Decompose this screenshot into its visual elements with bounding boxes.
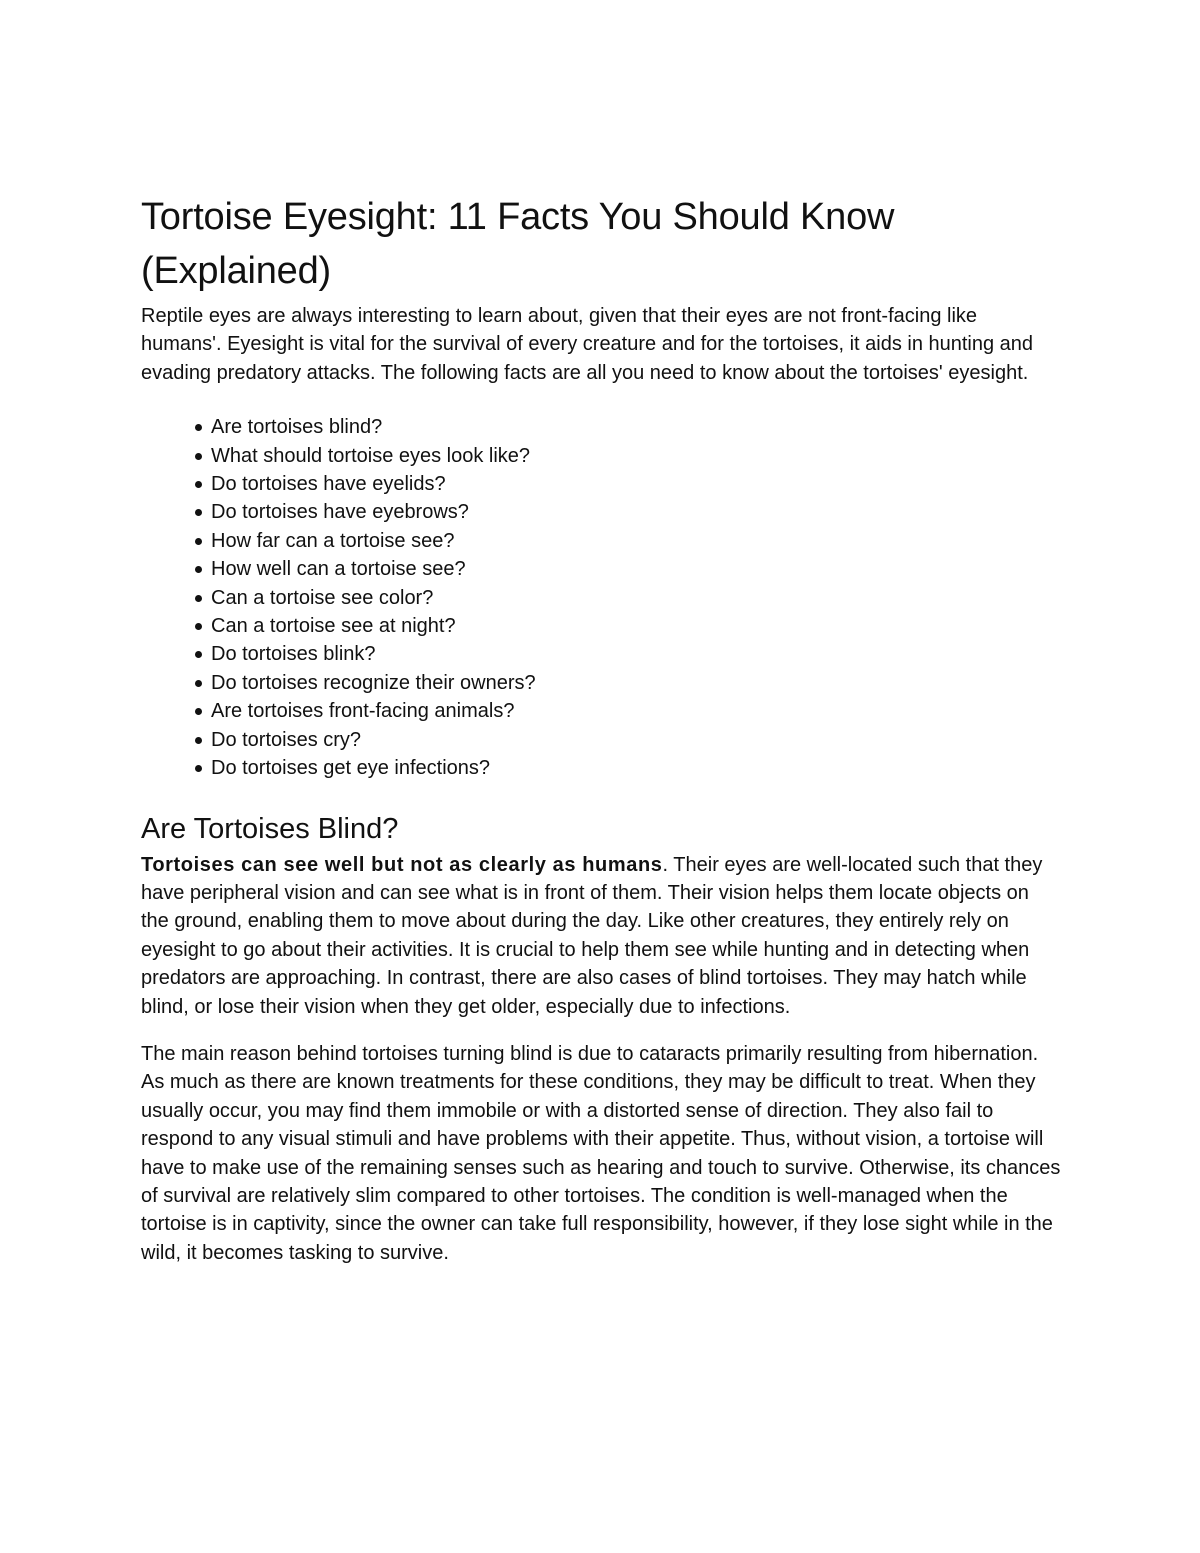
bullet-icon: [195, 424, 202, 431]
list-item: Do tortoises recognize their owners?: [193, 669, 1061, 697]
bullet-icon: [195, 481, 202, 488]
bullet-icon: [195, 737, 202, 744]
bullet-icon: [195, 765, 202, 772]
section-paragraph-2: The main reason behind tortoises turning blind is due to cataracts primarily resulting from hibernation. As much as there are known treatments for these conditions, they may be difficult to treat. When they usually occur, you may find them immobile or with a distorted sense of direction. They also fail to respond to any visual stimuli and have problems with their appetite. Thus, without vision, a tortoise will have to make use of the remaining senses such as hearing and touch to survive. Otherwise, its chances of survival are relatively slim compared to other tortoises. The condition is well-managed when the tortoise is in captivity, since the owner can take full responsibility, however, if they lose sight while in the wild, it becomes tasking to survive.: [141, 1042, 1061, 1264]
list-item: Are tortoises front-facing animals?: [193, 697, 1061, 725]
bullet-icon: [195, 538, 202, 545]
intro-paragraph: Reptile eyes are always interesting to learn about, given that their eyes are not front-facing like humans'. Eyesight is vital for the survival of every creature and for the tortoises, it aids in hunting and evading predatory attacks. The following facts are all you need to know about the tortoises' eyesight.: [141, 305, 1034, 384]
list-item: How well can a tortoise see?: [193, 555, 1061, 583]
list-item: Can a tortoise see color?: [193, 584, 1061, 612]
list-item: Do tortoises have eyelids?: [193, 470, 1061, 498]
list-item: Can a tortoise see at night?: [193, 612, 1061, 640]
bold-lead-text: Tortoises can see well but not as clearly as humans: [141, 853, 663, 876]
bullet-icon: [195, 566, 202, 573]
list-item: Do tortoises have eyebrows?: [193, 498, 1061, 526]
list-item: What should tortoise eyes look like?: [193, 442, 1061, 470]
section-heading: Are Tortoises Blind?: [141, 812, 399, 845]
bullet-icon: [195, 595, 202, 602]
paragraph-text: . Their eyes are well-located such that they have peripheral vision and can see what is in front of them. Their vision helps them locate objects on the ground, enabling them to move about during the day. Like other creatures, they entirely rely on eyesight to go about their activities. It is crucial to help them see while hunting and in detecting when predators are approaching. In contrast, there are also cases of blind tortoises. They may hatch while blind, or lose their vision when they get older, especially due to infections.: [141, 853, 1043, 1018]
bullet-icon: [195, 680, 202, 687]
page-title: Tortoise Eyesight: 11 Facts You Should Know (Explained): [141, 196, 895, 292]
list-item: Do tortoises get eye infections?: [193, 754, 1061, 782]
document-page: [141, 190, 1061, 1267]
bullet-icon: [195, 453, 202, 460]
bullet-icon: [195, 651, 202, 658]
list-item: Do tortoises cry?: [193, 726, 1061, 754]
list-item: How far can a tortoise see?: [193, 527, 1061, 555]
section-paragraph-1: [141, 851, 1061, 1021]
bullet-icon: [195, 708, 202, 715]
bullet-icon: [195, 509, 202, 516]
bullet-icon: [195, 623, 202, 630]
question-list: [141, 413, 1061, 782]
list-item: Are tortoises blind?: [193, 413, 1061, 441]
list-item: Do tortoises blink?: [193, 640, 1061, 668]
